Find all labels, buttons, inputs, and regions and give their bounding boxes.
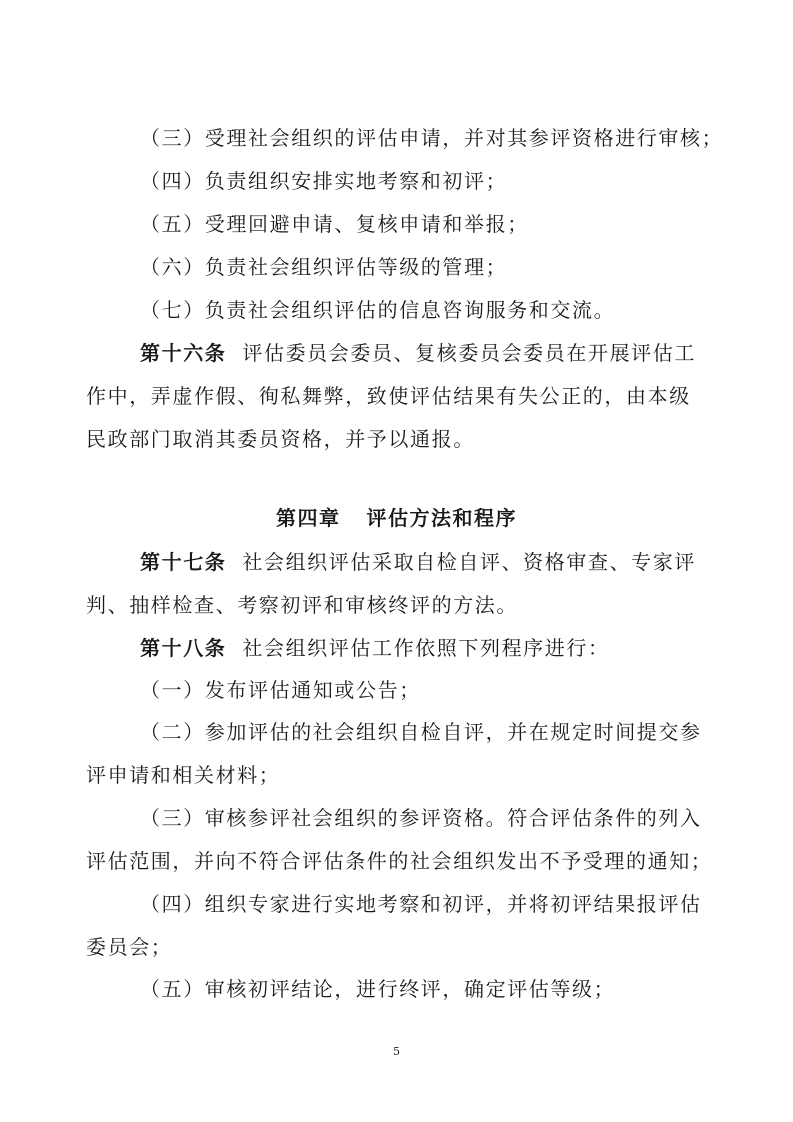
procedure-2-line: （二）参加评估的社会组织自检自评，并在规定时间提交参 xyxy=(140,720,702,744)
procedure-4-line: （四）组织专家进行实地考察和初评，并将初评结果报评估 xyxy=(140,892,702,916)
procedure-3-line: （三）审核参评社会组织的参评资格。符合评估条件的列入 xyxy=(140,806,702,830)
article-18-label: 第十八条 xyxy=(140,636,227,660)
procedure-2-continuation: 评申请和相关材料； xyxy=(86,763,281,787)
procedure-1-line: （一）发布评估通知或公告； xyxy=(140,678,421,702)
page-number: 5 xyxy=(393,1045,400,1058)
procedure-3-continuation: 评估范围，并向不符合评估条件的社会组织发出不予受理的通知； xyxy=(86,849,713,873)
procedure-4-continuation: 委员会； xyxy=(86,935,173,959)
article-16-text: 评估委员会委员、复核委员会委员在开展评估工 xyxy=(242,341,696,365)
article-17-first-line xyxy=(140,550,696,574)
chapter-number: 第四章 xyxy=(276,506,341,530)
item-3-line: （三）受理社会组织的评估申请，并对其参评资格进行审核； xyxy=(140,126,724,150)
article-16-first-line xyxy=(140,341,696,365)
chapter-heading xyxy=(0,506,793,530)
article-16-label: 第十六条 xyxy=(140,341,227,365)
article-17-text: 社会组织评估采取自检自评、资格审查、专家评 xyxy=(242,550,696,574)
article-18-first-line xyxy=(140,636,610,660)
article-17-continuation-1: 判、抽样检查、考察初评和审核终评的方法。 xyxy=(86,593,518,617)
procedure-5-line: （五）审核初评结论，进行终评，确定评估等级； xyxy=(140,977,616,1001)
item-4-line: （四）负责组织安排实地考察和初评； xyxy=(140,169,508,193)
chapter-title: 评估方法和程序 xyxy=(366,506,517,530)
article-18-text: 社会组织评估工作依照下列程序进行： xyxy=(242,636,610,660)
item-7-line: （七）负责社会组织评估的信息咨询服务和交流。 xyxy=(140,298,616,322)
article-16-continuation-1: 作中，弄虚作假、徇私舞弊，致使评估结果有失公正的，由本级 xyxy=(86,384,691,408)
item-6-line: （六）负责社会组织评估等级的管理； xyxy=(140,255,508,279)
item-5-line: （五）受理回避申请、复核申请和举报； xyxy=(140,212,529,236)
article-17-label: 第十七条 xyxy=(140,550,227,574)
article-16-continuation-2: 民政部门取消其委员资格，并予以通报。 xyxy=(86,427,475,451)
